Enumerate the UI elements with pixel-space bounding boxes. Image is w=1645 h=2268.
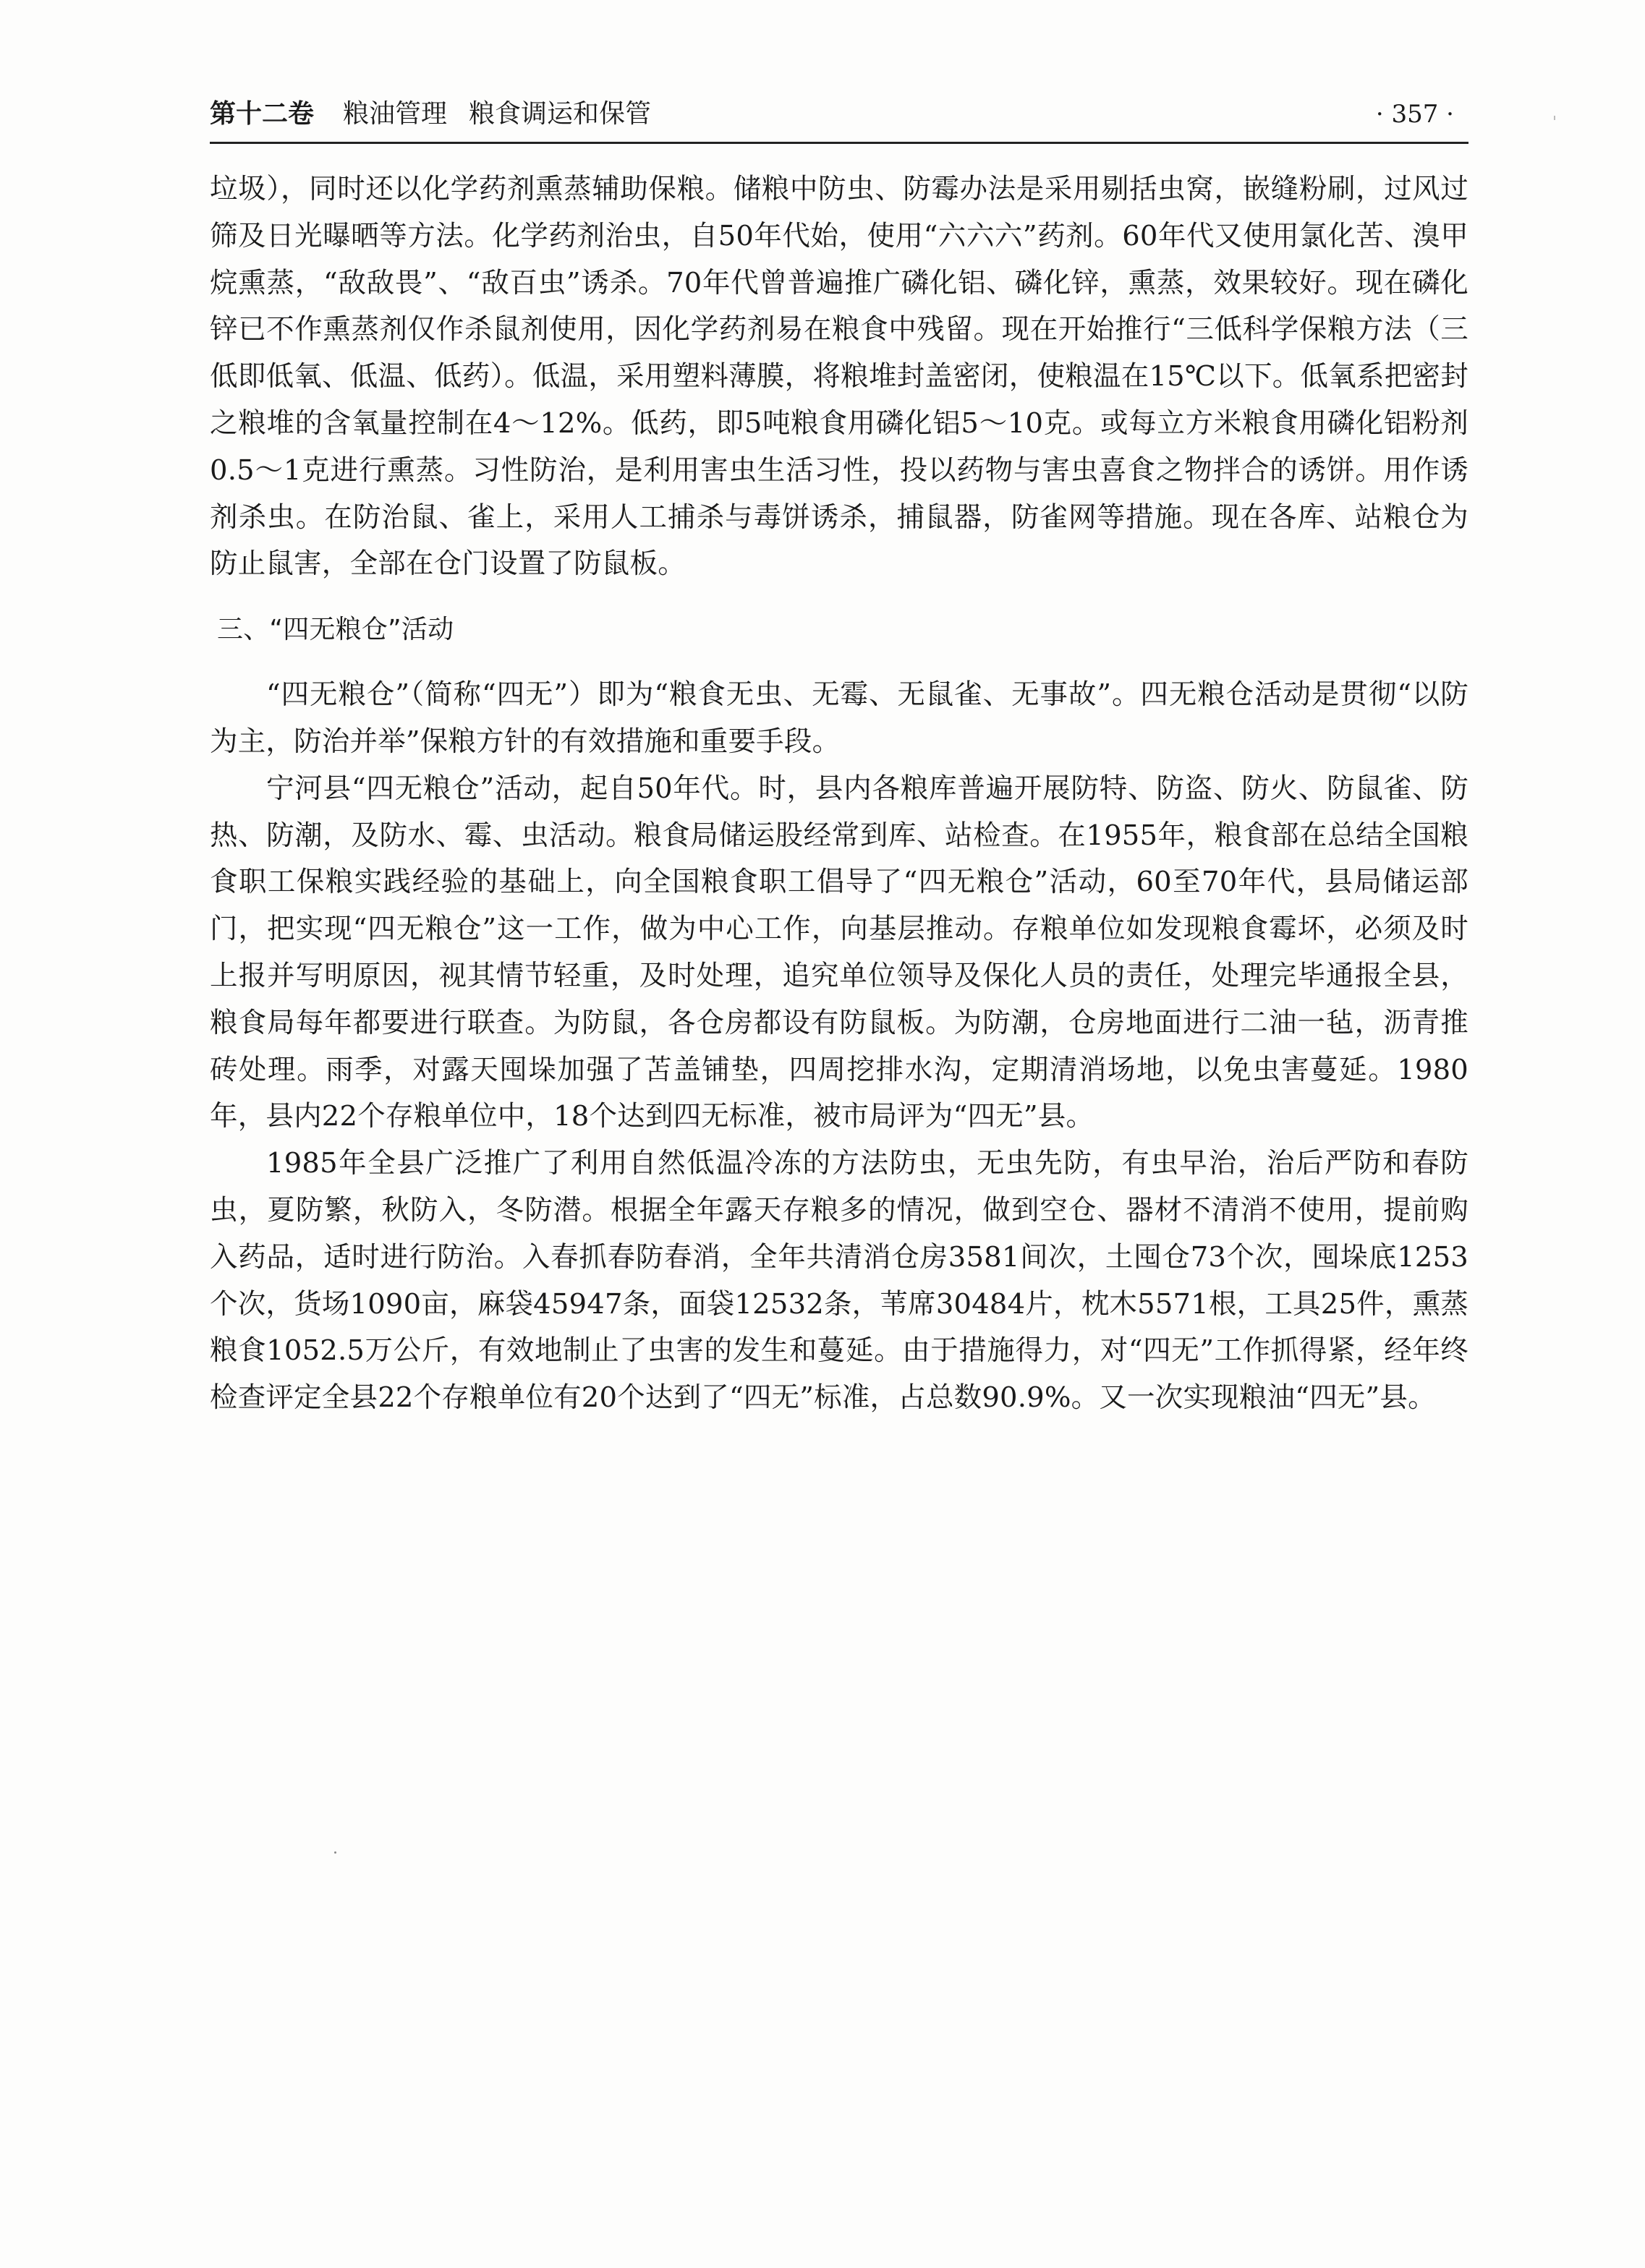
section-heading: 三、“四无粮仓”活动: [217, 615, 454, 645]
running-header: [210, 93, 1468, 136]
header-volume: 第十二卷: [210, 99, 315, 129]
header-subsection: 粮食调运和保管: [469, 99, 652, 129]
header-section: 粮油管理: [343, 99, 448, 129]
paragraph-continued: 垃圾），同时还以化学药剂熏蒸辅助保粮。储粮中防虫、防霉办法是采用剔括虫窝，嵌缝粉刷，过风过筛及日光曝晒等方法。化学药剂治虫，自50年代始，使用“六六六”药剂。60年代又使用氯化苦、溴甲烷熏蒸，“敌敌畏”、“敌百虫”诱杀。70年代曾普遍推广磷化铝、磷化锌，熏蒸，效果较好。现在磷化锌已不作熏蒸剂仅作杀鼠剂使用，因化学药剂易在粮食中残留。现在开始推行“三低科学保粮方法（三低即低氧、低温、低药）。低温，采用塑料薄膜，将粮堆封盖密闭，使粮温在15℃以下。低氧系把密封之粮堆的含氧量控制在4～12%。低药，即5吨粮食用磷化铝5～10克。或每立方米粮食用磷化铝粉剂0.5～1克进行熏蒸。习性防治，是利用害虫生活习性，投以药物与害虫喜食之物拌合的诱饼。用作诱剂杀虫。在防治鼠、雀上，采用人工捕杀与毒饼诱杀，捕鼠器，防雀网等措施。现在各库、站粮仓为防止鼠害，全部在仓门设置了防鼠板。: [210, 173, 1468, 581]
header-title: [210, 93, 651, 136]
paragraph-definition: “四无粮仓”（简称“四无”）即为“粮食无虫、无霉、无鼠雀、无事故”。四无粮仓活动是贯彻“以防为主，防治并举”保粮方针的有效措施和重要手段。: [210, 678, 1468, 758]
page-number: · 357 ·: [1375, 100, 1454, 129]
header-divider: [210, 142, 1468, 144]
paragraph-history: 宁河县“四无粮仓”活动，起自50年代。时，县内各粮库普遍开展防特、防盗、防火、防鼠雀、防热、防潮，及防水、霉、虫活动。粮食局储运股经常到库、站检查。在1955年，粮食部在总结全国粮食职工保粮实践经验的基础上，向全国粮食职工倡导了“四无粮仓”活动，60至70年代，县局储运部门，把实现“四无粮仓”这一工作，做为中心工作，向基层推动。存粮单位如发现粮食霉坏，必须及时上报并写明原因，视其情节轻重，及时处理，追究单位领导及保化人员的责任，处理完毕通报全县，粮食局每年都要进行联查。为防鼠，各仓房都设有防鼠板。为防潮，仓房地面进行二油一毡，沥青推砖处理。雨季，对露天囤垛加强了苫盖铺垫，四周挖排水沟，定期清消场地，以免虫害蔓延。1980年，县内22个存粮单位中，18个达到四无标准，被市局评为“四无”县。: [210, 772, 1468, 1133]
scan-mark: [1554, 116, 1555, 120]
paragraph-1985: 1985年全县广泛推广了利用自然低温冷冻的方法防虫，无虫先防，有虫早治，治后严防和春防虫，夏防繁，秋防入，冬防潜。根据全年露天存粮多的情况，做到空仓、器材不清消不使用，提前购入药品，适时进行防治。入春抓春防春消，全年共清消仓房3581间次，土囤仓73个次，囤垛底1253个次，货场1090亩，麻袋45947条，面袋12532条，苇席30484片，枕木5571根，工具25件，熏蒸粮食1052.5万公斤，有效地制止了虫害的发生和蔓延。由于措施得力，对“四无”工作抓得紧，经年终检查评定全县22个存粮单位有20个达到了“四无”标准，占总数90.9%。又一次实现粮油“四无”县。: [210, 1147, 1468, 1415]
scan-speck: [334, 1851, 336, 1854]
body-text: [210, 166, 1468, 1422]
